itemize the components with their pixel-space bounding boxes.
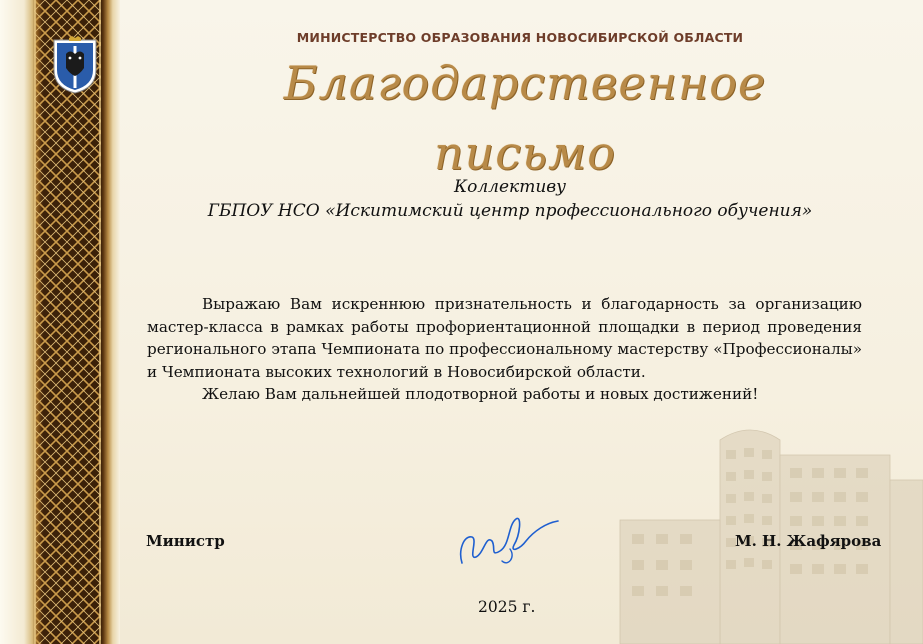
recipient-line-1: Коллективу (453, 177, 567, 197)
letter-body (147, 293, 862, 406)
document-title: Благодарственное письмо (283, 56, 767, 180)
signer-position: Министр (146, 532, 225, 550)
signer-name: М. Н. Жафярова (735, 532, 882, 550)
document-year: 2025 г. (478, 598, 536, 616)
body-paragraph: Выражаю Вам искреннюю признательность и благодарность за организацию мастер-класса в рамках работы профориентационной площадки в период проведения регионального этапа Чемпионата по профессиональному мастерству «Профессионалы» и Чемпионата высоких технологий в Новосибирской области. (147, 295, 862, 381)
gold-lattice-ornament (34, 0, 101, 644)
body-paragraph: Желаю Вам дальнейшей плодотворной работы и новых достижений! (202, 385, 759, 403)
coat-of-arms-emblem (50, 36, 100, 94)
recipient-line-2: ГБПОУ НСО «Искитимский центр профессионального обучения» (207, 201, 813, 221)
ministry-name: МИНИСТЕРСТВО ОБРАЗОВАНИЯ НОВОСИБИРСКОЙ ОБЛАСТИ (296, 30, 744, 45)
building-illustration (560, 410, 923, 644)
handwritten-signature (450, 505, 565, 575)
